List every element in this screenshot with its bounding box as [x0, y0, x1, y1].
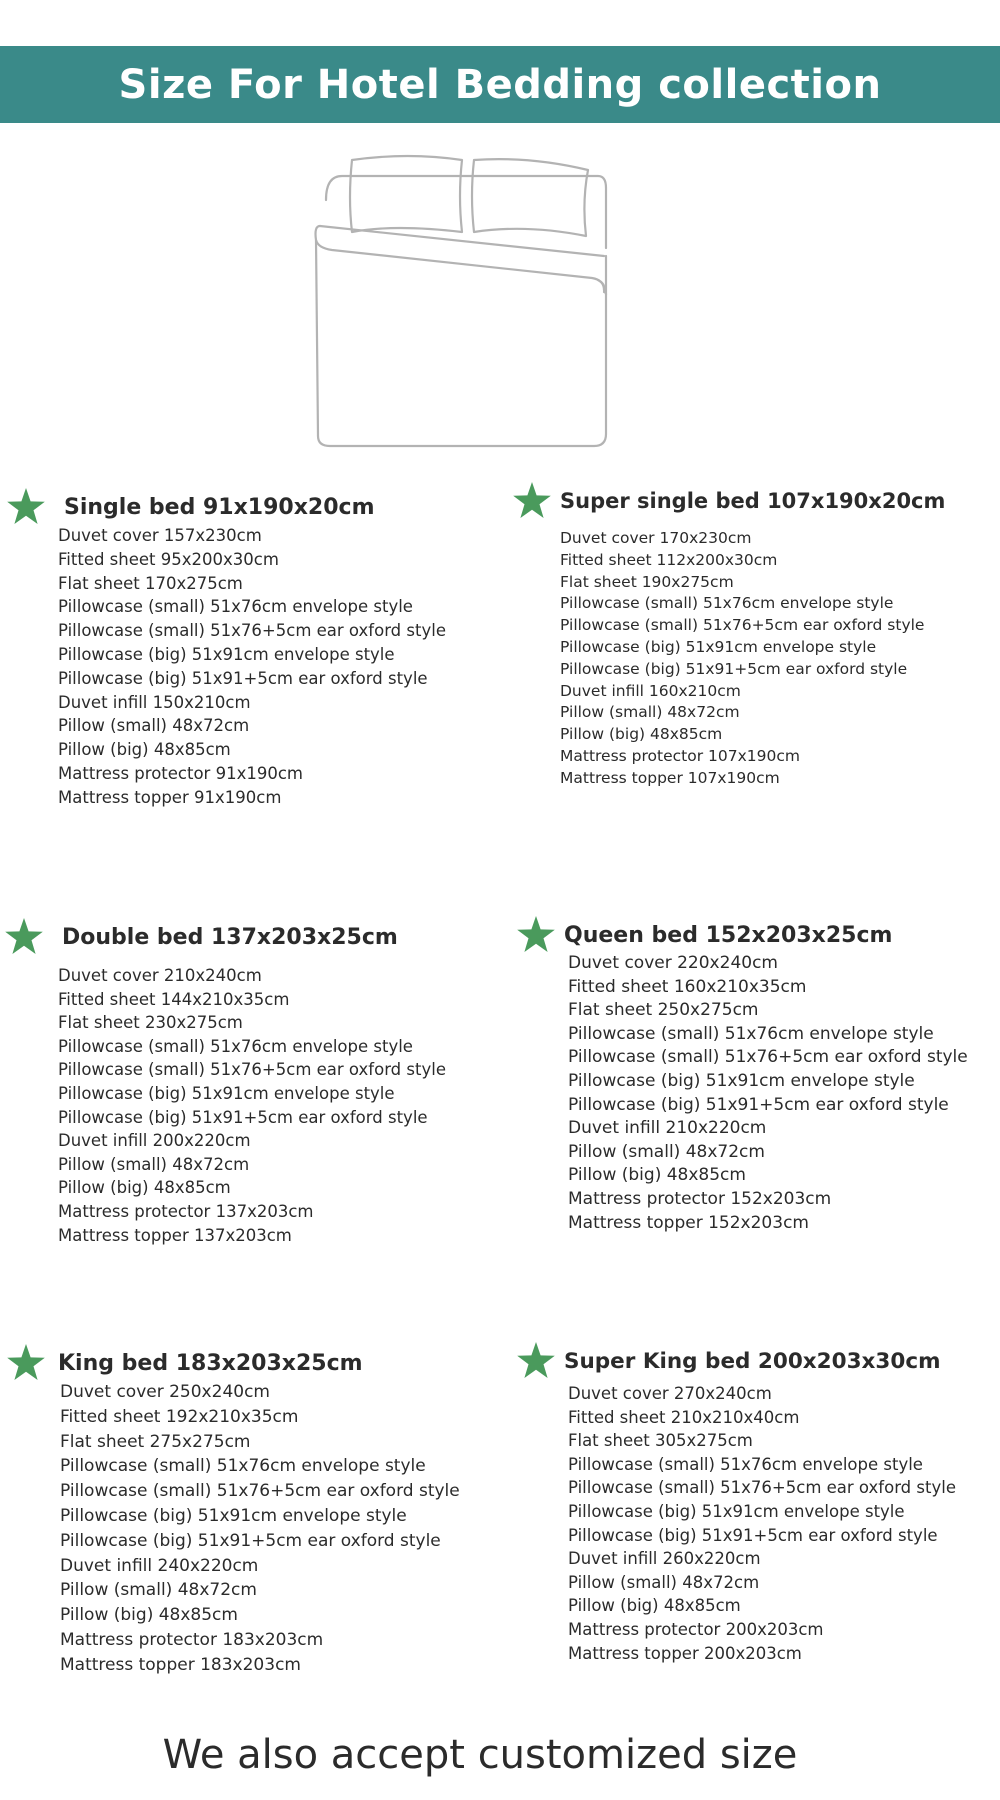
list-item: Mattress protector 200x203cm: [568, 1619, 824, 1639]
list-item: Pillowcase (small) 51x76+5cm ear oxford style: [568, 1047, 968, 1068]
list-item: Pillowcase (big) 51x91+5cm ear oxford style: [568, 1525, 938, 1545]
list-item: Pillow (small) 48x72cm: [568, 1141, 765, 1162]
list-item: Pillowcase (big) 51x91cm envelope style: [568, 1070, 915, 1091]
list-item: Pillow (small) 48x72cm: [568, 1572, 760, 1592]
list-item: Mattress topper 183x203cm: [60, 1654, 301, 1675]
section-super-king-bed: [516, 1344, 956, 1665]
section-header: [516, 1344, 956, 1378]
list-item: Pillowcase (big) 51x91+5cm ear oxford style: [568, 1094, 949, 1115]
list-item: Flat sheet 190x275cm: [560, 572, 734, 591]
section-king-bed: [6, 1346, 460, 1678]
list-item: Duvet infill 240x220cm: [60, 1555, 259, 1576]
list-item: Pillowcase (big) 51x91cm envelope style: [560, 637, 877, 656]
section-super-single-bed: [512, 484, 945, 790]
list-item: Flat sheet 250x275cm: [568, 1000, 759, 1021]
list-item: Pillow (small) 48x72cm: [560, 703, 740, 722]
list-item: Duvet cover 220x240cm: [568, 953, 778, 973]
section-double-bed: [4, 920, 446, 1247]
list-item: Pillow (small) 48x72cm: [58, 1154, 250, 1174]
title-banner: [0, 46, 1000, 123]
section-header: [516, 918, 968, 952]
list-item: Mattress protector 91x190cm: [58, 763, 303, 783]
list-item: Flat sheet 230x275cm: [58, 1013, 243, 1033]
list-item: Duvet cover 157x230cm: [58, 526, 262, 545]
list-item: Pillowcase (small) 51x76cm envelope style: [560, 594, 894, 613]
list-item: Pillowcase (small) 51x76cm envelope style: [568, 1023, 934, 1044]
page-title: Size For Hotel Bedding collection: [118, 61, 882, 108]
list-item: Pillowcase (small) 51x76cm envelope style: [568, 1454, 923, 1474]
section-header: [4, 920, 446, 954]
list-item: Mattress protector 107x190cm: [560, 746, 800, 765]
bed-icon: [312, 152, 612, 452]
list-item: Pillowcase (big) 51x91cm envelope style: [58, 1083, 395, 1103]
customized-size-note: We also accept customized size: [162, 1732, 798, 1778]
list-item: Mattress topper 200x203cm: [568, 1643, 802, 1663]
list-item: Pillowcase (small) 51x76cm envelope style: [60, 1456, 426, 1477]
list-item: Flat sheet 275x275cm: [60, 1431, 251, 1452]
list-item: Pillow (big) 48x85cm: [560, 725, 723, 744]
list-item: Pillow (big) 48x85cm: [58, 1178, 231, 1198]
list-item: Flat sheet 170x275cm: [58, 573, 243, 593]
list-item: Pillowcase (big) 51x91+5cm ear oxford style: [58, 1107, 428, 1127]
list-item: Duvet infill 150x210cm: [58, 692, 251, 712]
list-item: Pillowcase (small) 51x76+5cm ear oxford style: [58, 1060, 446, 1080]
list-item: Mattress topper 137x203cm: [58, 1225, 292, 1245]
list-item: Pillowcase (big) 51x91+5cm ear oxford style: [560, 659, 908, 678]
size-list: [58, 964, 446, 1247]
list-item: Pillow (small) 48x72cm: [60, 1580, 257, 1601]
section-title: Super King bed 200x203x30cm: [564, 1348, 941, 1374]
list-item: Fitted sheet 144x210x35cm: [58, 989, 290, 1009]
list-item: Duvet infill 200x220cm: [58, 1131, 251, 1151]
list-item: Pillowcase (big) 51x91+5cm ear oxford style: [60, 1530, 441, 1551]
section-header: [6, 490, 446, 524]
list-item: Pillowcase (small) 51x76+5cm ear oxford style: [560, 616, 925, 635]
list-item: Pillowcase (big) 51x91+5cm ear oxford style: [58, 668, 428, 688]
list-item: Duvet infill 260x220cm: [568, 1549, 761, 1569]
list-item: Duvet cover 250x240cm: [60, 1382, 270, 1402]
list-item: Duvet infill 160x210cm: [560, 681, 741, 700]
list-item: Pillowcase (big) 51x91cm envelope style: [58, 644, 395, 664]
list-item: Pillow (big) 48x85cm: [568, 1596, 741, 1616]
section-queen-bed: [516, 918, 968, 1235]
star-icon: [6, 487, 46, 527]
section-header: [6, 1346, 460, 1380]
list-item: Mattress topper 91x190cm: [58, 787, 282, 807]
size-list: [58, 524, 446, 810]
list-item: Duvet cover 170x230cm: [560, 529, 752, 547]
list-item: Pillow (big) 48x85cm: [60, 1605, 238, 1626]
section-header: [512, 484, 945, 518]
list-item: Duvet infill 210x220cm: [568, 1118, 767, 1139]
size-list: [60, 1380, 460, 1678]
list-item: Pillow (big) 48x85cm: [58, 740, 231, 760]
section-title: Single bed 91x190x20cm: [64, 494, 375, 520]
section-title: Super single bed 107x190x20cm: [560, 489, 946, 513]
list-item: Duvet cover 210x240cm: [58, 966, 262, 985]
section-single-bed: [6, 490, 446, 810]
list-item: Pillowcase (small) 51x76cm envelope style: [58, 597, 413, 617]
size-list: [560, 528, 945, 790]
list-item: Flat sheet 305x275cm: [568, 1431, 753, 1451]
list-item: Mattress protector 137x203cm: [58, 1201, 314, 1221]
list-item: Duvet cover 270x240cm: [568, 1384, 772, 1403]
list-item: Pillow (big) 48x85cm: [568, 1165, 746, 1186]
list-item: Pillow (small) 48x72cm: [58, 716, 250, 736]
list-item: Pillowcase (big) 51x91cm envelope style: [568, 1501, 905, 1521]
section-title: Queen bed 152x203x25cm: [564, 922, 893, 948]
list-item: Mattress topper 107x190cm: [560, 768, 780, 787]
list-item: Fitted sheet 160x210x35cm: [568, 976, 807, 997]
section-title: King bed 183x203x25cm: [58, 1350, 363, 1376]
size-list: [568, 952, 968, 1235]
list-item: Fitted sheet 112x200x30cm: [560, 550, 778, 569]
list-item: Mattress protector 152x203cm: [568, 1188, 832, 1209]
list-item: Fitted sheet 210x210x40cm: [568, 1407, 800, 1427]
size-list: [568, 1382, 956, 1665]
star-icon: [516, 1341, 556, 1381]
star-icon: [516, 915, 556, 955]
star-icon: [6, 1343, 46, 1383]
list-item: Mattress protector 183x203cm: [60, 1629, 324, 1650]
list-item: Pillowcase (small) 51x76+5cm ear oxford style: [568, 1478, 956, 1498]
section-title: Double bed 137x203x25cm: [62, 924, 398, 950]
list-item: Pillowcase (small) 51x76+5cm ear oxford style: [60, 1481, 460, 1502]
list-item: Pillowcase (big) 51x91cm envelope style: [60, 1505, 407, 1526]
list-item: Pillowcase (small) 51x76cm envelope style: [58, 1036, 413, 1056]
list-item: Pillowcase (small) 51x76+5cm ear oxford style: [58, 621, 446, 641]
star-icon: [4, 917, 44, 957]
list-item: Fitted sheet 95x200x30cm: [58, 549, 279, 569]
list-item: Mattress topper 152x203cm: [568, 1212, 809, 1233]
list-item: Fitted sheet 192x210x35cm: [60, 1406, 299, 1427]
star-icon: [512, 481, 552, 521]
